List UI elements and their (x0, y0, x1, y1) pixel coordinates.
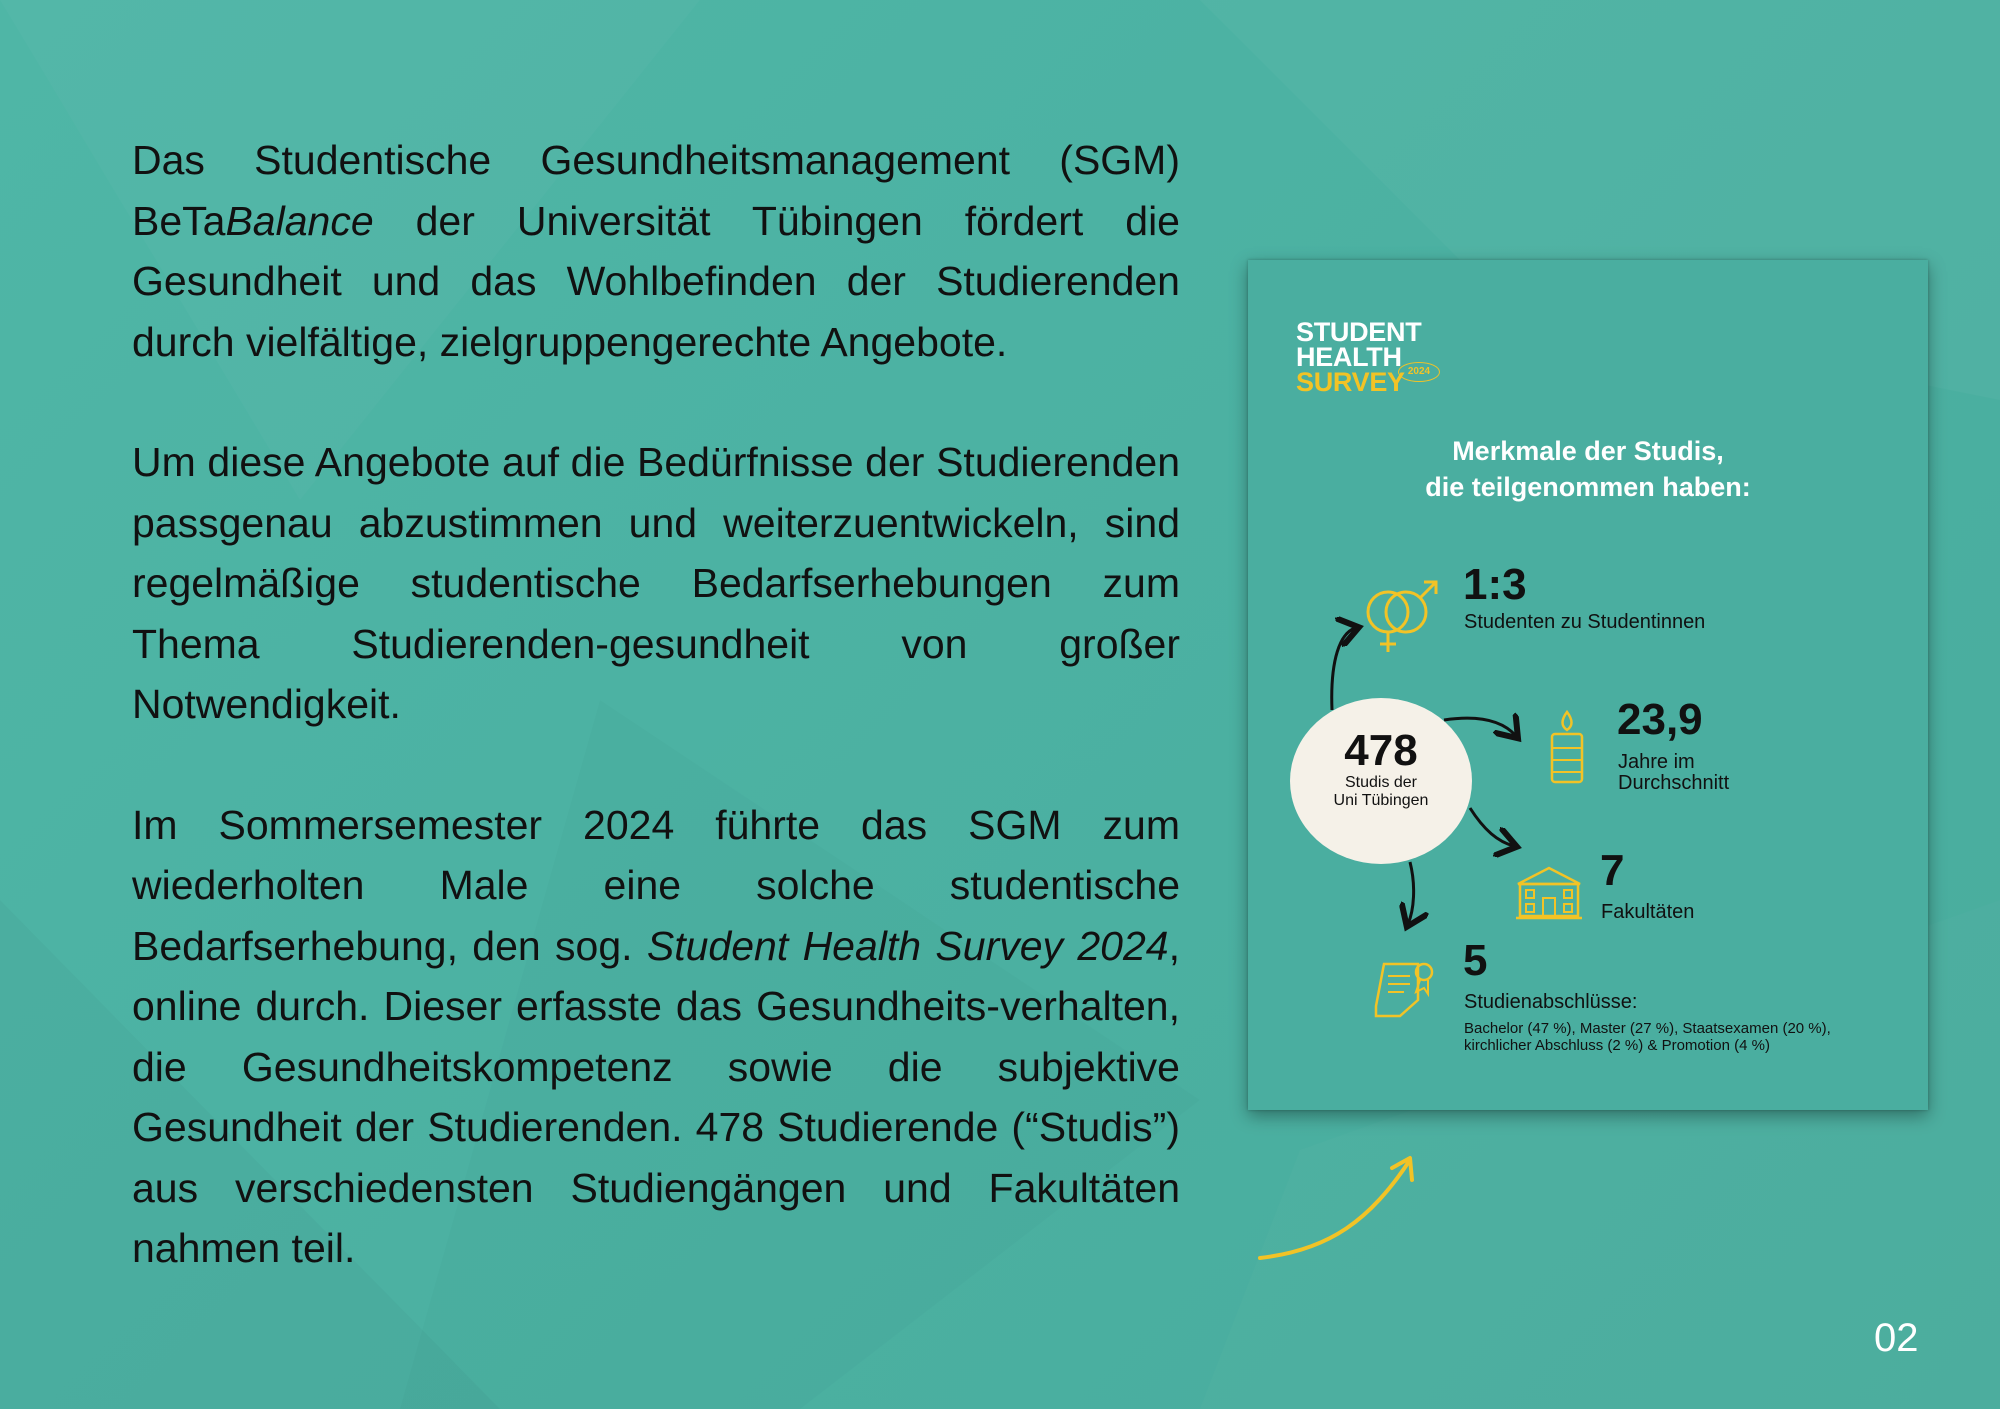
intro-paragraph-2: Um diese Angebote auf die Bedürfnisse der Studierenden passgenau abzustimmen und weiterzuentwickeln, sind regelmäßige studentische Bedarfserhebungen zum Thema Studierenden-gesundheit von großer Notwendigkeit. (132, 439, 1180, 727)
degrees-detail-line1: Bachelor (47 %), Master (27 %), Staatsexamen (20 %), (1464, 1020, 1831, 1037)
arrow-to-ratio (1332, 628, 1356, 710)
faculties-label: Fakultäten (1601, 901, 1695, 923)
diploma-icon (1370, 956, 1440, 1026)
participants-hub: 478 Studis der Uni Tübingen (1290, 698, 1472, 864)
intro-paragraph-3: Im Sommersemester 2024 führte das SGM zum wiederholten Male eine solche studentische Bedarfserhebung, den sog. Student Health Survey 2024, online durch. Dieser erfasste das Gesundheits-verhalten, die Gesundheitskompetenz sowie die subjektive Gesundheit der Studierenden. 478 Studierende (“Studis”) aus verschiedensten Studiengängen und Fakultäten nahmen teil. (132, 801, 1180, 1271)
degrees-detail-line2: kirchlicher Abschluss (2 %) & Promotion (4 %) (1464, 1037, 1770, 1054)
age-label-line2: Durchschnitt (1618, 772, 1730, 794)
age-value: 23,9 (1617, 695, 1703, 744)
ratio-value: 1:3 (1463, 560, 1527, 609)
logo-year-badge: 2024 (1398, 362, 1440, 382)
intro-text (132, 130, 1180, 1339)
faculties-value: 7 (1600, 846, 1625, 895)
card-title: Merkmale der Studis, die teilgenommen haben: (1425, 436, 1751, 502)
ratio-label: Studenten zu Studentinnen (1464, 611, 1706, 633)
gender-icon (1360, 578, 1450, 658)
connector-arrows (1248, 260, 1928, 1110)
university-building-icon (1514, 864, 1584, 924)
pointer-arrow-icon (1250, 1150, 1450, 1290)
survey-infographic-card (1248, 260, 1928, 1110)
arrow-to-degrees (1408, 862, 1414, 924)
age-label-line1: Jahre im (1618, 751, 1695, 773)
arrow-to-faculties (1470, 808, 1514, 846)
candle-icon (1542, 708, 1592, 788)
degrees-value: 5 (1463, 936, 1488, 985)
page-number: 02 (1874, 1316, 1919, 1360)
degrees-label: Studienabschlüsse: (1464, 991, 1638, 1013)
intro-paragraph-1: Das Studentische Gesundheitsmanagement (SGM) BeTaBalance der Universität Tübingen fördert die Gesundheit und das Wohlbefinden der Studierenden durch vielfältige, zielgruppengerechte Angebote. (132, 137, 1180, 365)
survey-logo: STUDENT HEALTH SURVEY (1296, 317, 1422, 397)
